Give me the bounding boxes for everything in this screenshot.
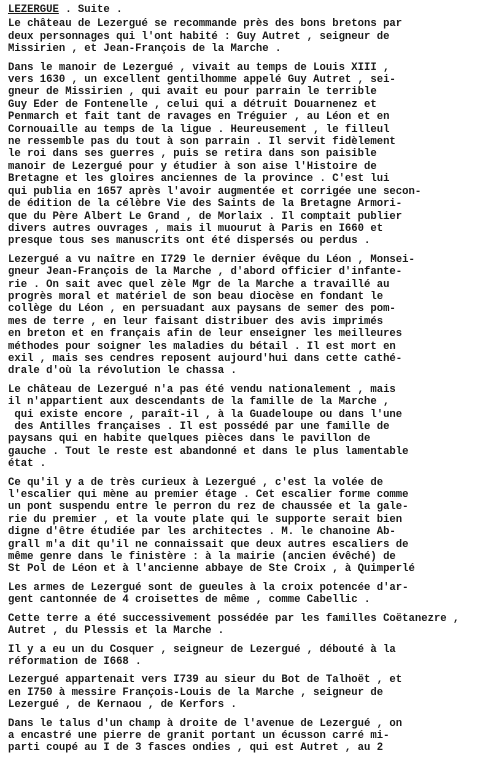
text-line: même genre dans le finistère : à la mairie (ancien évêché) de <box>8 551 396 564</box>
text-line: Le château de Lezergué n'a pas été vendu nationalement , mais <box>8 383 396 396</box>
text-line: Le château de Lezergué se recommande près des bons bretons par <box>8 18 403 31</box>
text-line: paysans qui en habite quelques pièces dans le pavillon de <box>8 433 371 446</box>
paragraph <box>8 613 492 638</box>
text-line: deux personnages qui l'ont habité : Guy Autret , seigneur de <box>8 30 390 43</box>
text-line: il n'appartient aux descendants de la famille de la Marche , <box>8 396 390 409</box>
text-line: qui publia en 1657 après l'avoir augmentée et corrigée une secon- <box>8 185 422 198</box>
text-line: a encastré une pierre de granit portant un écusson carré mi- <box>8 729 390 742</box>
text-line: ne ressemble pas du tout à son parrain . Il servit fidèlement <box>8 136 396 149</box>
text-line: que du Père Albert Le Grand , de Morlaix . Il comptait publier <box>8 210 403 223</box>
text-line: gneur Jean-François de la Marche , d'abord officier d'infante- <box>8 266 403 279</box>
text-line: l'escalier qui mène au premier étage . Cet escalier forme comme <box>8 489 409 502</box>
paragraph <box>8 62 492 248</box>
text-line: en I750 à messire François-Louis de la Marche , seigneur de <box>8 686 384 699</box>
text-line: presque tous ses manuscrits ont été dispersés ou perdus . <box>8 235 371 248</box>
document-title-suffix: . Suite . <box>58 4 123 16</box>
text-line: Dans le talus d'un champ à droite de l'avenue de Lezergué , on <box>8 717 403 730</box>
paragraph <box>8 718 492 755</box>
text-line: divers autres ouvrages , mais il muourut à Paris en I660 et <box>8 222 384 235</box>
text-line: collège du Léon , en persuadant aux paysans de semer des pom- <box>8 303 396 316</box>
text-line: Les armes de Lezergué sont de gueules à la croix potencée d'ar- <box>8 581 409 594</box>
paragraph <box>8 18 492 55</box>
paragraph <box>8 644 492 669</box>
paragraph <box>8 674 492 711</box>
text-line: vers 1630 , un excellent gentilhomme appelé Guy Autret , sei- <box>8 74 396 87</box>
text-line: de édition de la célèbre Vie des Saints de la Bretagne Armori- <box>8 198 403 211</box>
document-heading <box>8 4 492 16</box>
document-title: LEZERGUE <box>8 4 59 16</box>
paragraph <box>8 477 492 576</box>
paragraph <box>8 254 492 378</box>
text-line: gauche . Tout le reste est abandonné et dans le plus lamentable <box>8 445 409 458</box>
text-line: réformation de I668 . <box>8 655 142 668</box>
text-line: état . <box>8 458 47 471</box>
text-line: rie . On sait avec quel zèle Mgr de la Marche a travaillé au <box>8 278 390 291</box>
text-line: manoir de Lezergué pour y étudier à son aise l'Histoire de <box>8 160 377 173</box>
text-line: grall m'a dit qu'il ne connaissait que deux autres escaliers de <box>8 538 409 551</box>
document-body <box>8 18 492 754</box>
text-line: en breton et en français afin de leur enseigner les meilleures <box>8 328 403 341</box>
text-line: Missirien , et Jean-François de la Marche . <box>8 43 282 56</box>
text-line: Penmarch et fait tant de ravages en Tréguier , au Léon et en <box>8 111 390 124</box>
text-line: rie du premier , et la voute plate qui le supporte serait bien <box>8 513 403 526</box>
text-line: progrès moral et matériel de son beau diocèse en fondant le <box>8 290 384 303</box>
text-line: Ce qu'il y a de très curieux à Lezergué , c'est la volée de <box>8 476 384 489</box>
text-line: un pont suspendu entre le perron du rez de chaussée et la gale- <box>8 501 409 514</box>
text-line: Cette terre a été successivement possédée par les familles Coëtanezre , Autret , du Plessis et la Marche . <box>8 612 460 638</box>
text-line: Lezergué appartenait vers I739 au sieur du Bot de Talhoët , et <box>8 674 403 687</box>
text-line: Lezergué , de Kernaou , de Kerfors . <box>8 699 237 712</box>
text-line: Bretagne et les gloires anciennes de la province . C'est lui <box>8 173 390 186</box>
text-line: qui existe encore , paraît-il , à la Guadeloupe ou dans l'une <box>8 408 403 421</box>
text-line: Dans le manoir de Lezergué , vivait au temps de Louis XIII , <box>8 61 390 74</box>
text-line: Cornouaille au temps de la ligue . Heureusement , le filleul <box>8 123 390 136</box>
text-line: St Pol de Léon et à l'ancienne abbaye de Ste Croix , à Quimperlé <box>8 563 415 576</box>
text-line: le roi dans ses guerres , puis se retira dans son paisible <box>8 148 377 161</box>
text-line: parti coupé au I de 3 fasces ondies , qui est Autret , au 2 <box>8 742 384 755</box>
text-line: Lezergué a vu naître en I729 le dernier évêque du Léon , Monsei- <box>8 253 415 266</box>
text-line: mes de terre , en leur faisant distribuer des avis imprimés <box>8 315 384 328</box>
text-line: Il y a eu un du Cosquer , seigneur de Lezergué , débouté à la <box>8 643 396 656</box>
text-line: drale d'où la révolution le chassa . <box>8 365 237 378</box>
text-line: des Antilles françaises . Il est possédé par une famille de <box>8 421 390 433</box>
text-line: exil , mais ses cendres reposent aujourd'hui dans cette cathé- <box>8 352 403 365</box>
text-line: digne d'être étudiée par les architectes . M. le chanoine Ab- <box>8 526 396 539</box>
paragraph <box>8 384 492 471</box>
text-line: gneur de Missirien , qui avait eu pour parrain le terrible <box>8 86 377 99</box>
text-line: gent cantonnée de 4 croisettes de même , comme Cabellic . <box>8 594 371 607</box>
paragraph <box>8 582 492 607</box>
text-line: Guy Eder de Fontenelle , celui qui a détruit Douarnenez et <box>8 98 377 111</box>
text-line: méthodes pour soigner les maladies du bétail . Il est mort en <box>8 340 396 353</box>
